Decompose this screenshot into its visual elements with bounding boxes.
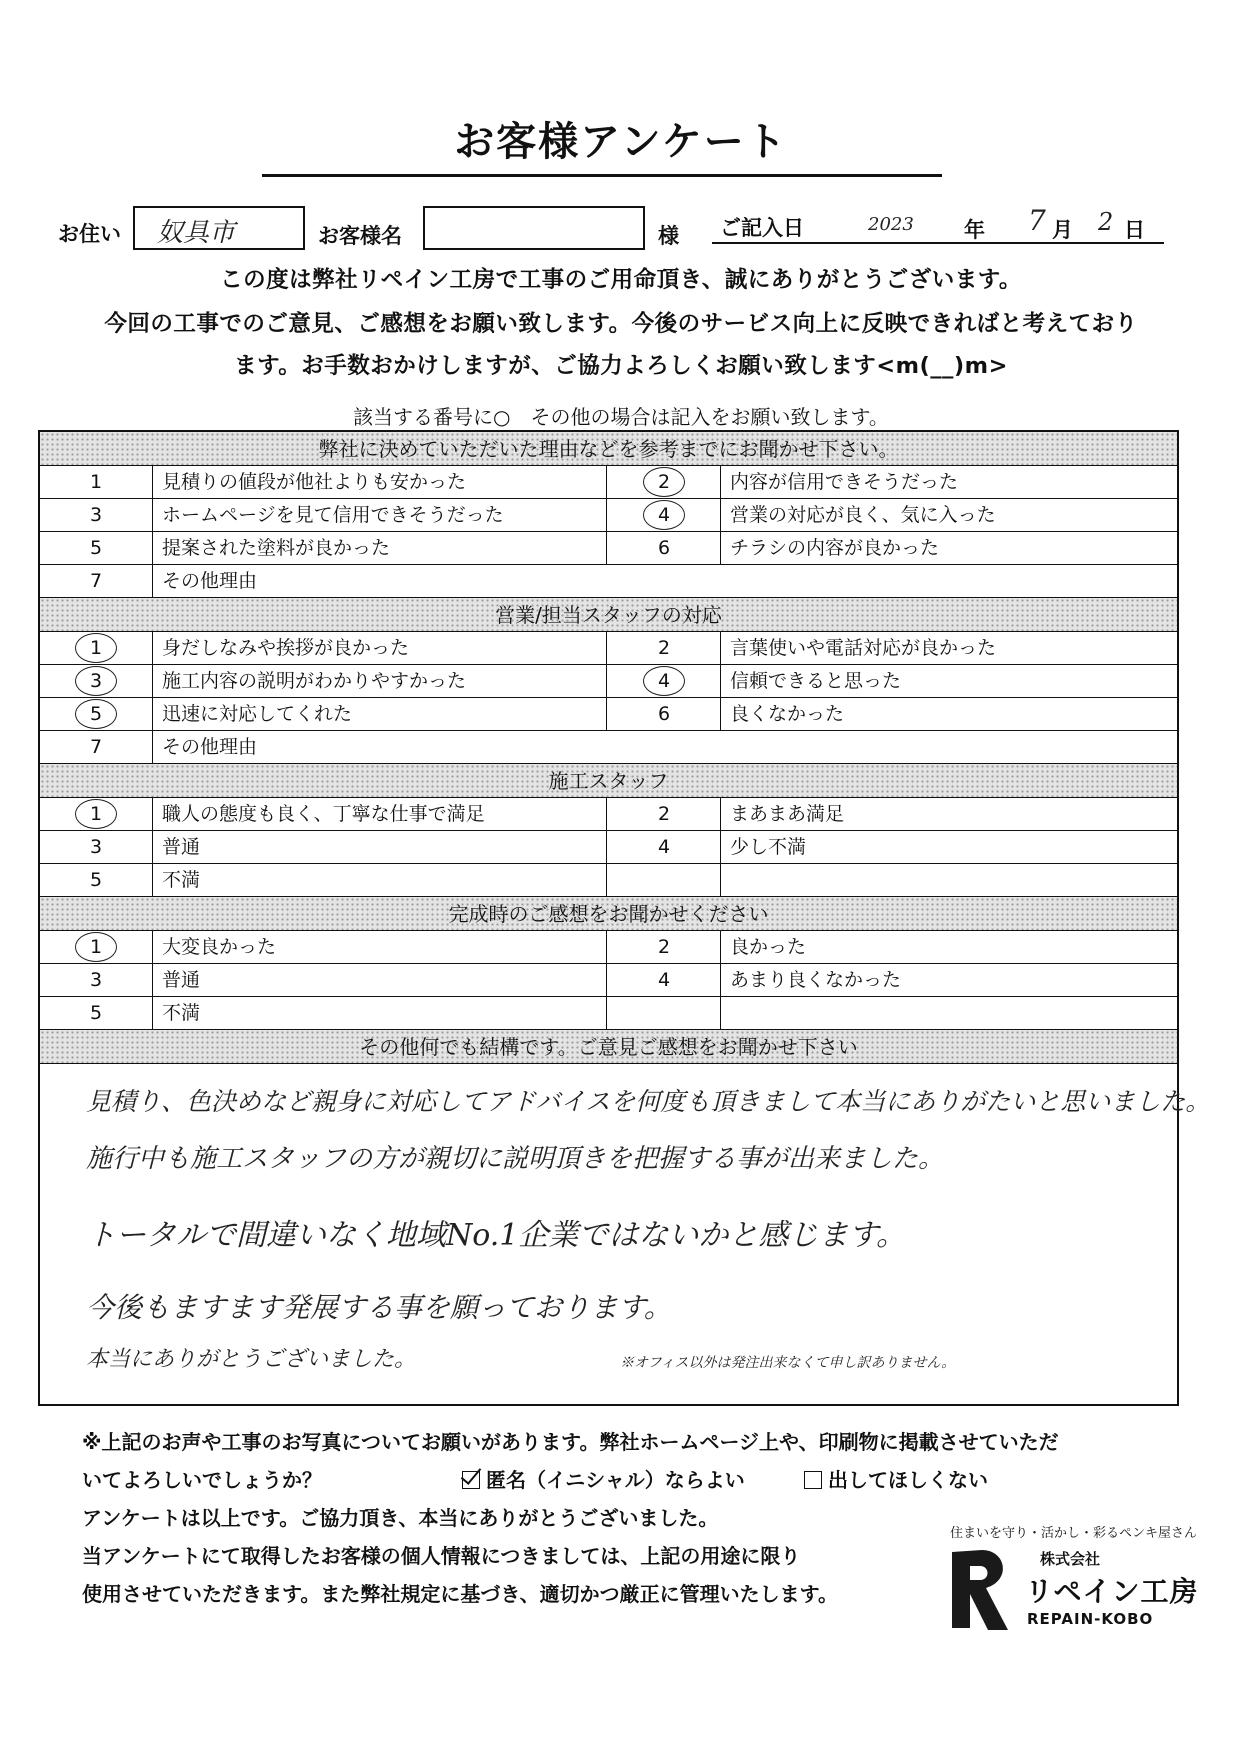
- option-number[interactable]: 5: [89, 537, 103, 559]
- footer-request-line-1: ※上記のお声や工事のお写真についてお願いがあります。弊社ホームページ上や、印刷物に掲載させていただ: [82, 1430, 1059, 1454]
- option-label[interactable]: チラシの内容が良かった: [730, 537, 940, 559]
- option-label[interactable]: 少し不満: [730, 836, 807, 858]
- name-value: [425, 208, 643, 214]
- option-row: [40, 532, 1177, 565]
- cell-divider: [152, 499, 153, 531]
- name-field[interactable]: [423, 206, 645, 250]
- name-label: お客様名: [318, 224, 402, 248]
- intro-line-2: 今回の工事でのご意見、ご感想をお願い致します。今後のサービス向上に反映できればと考えており: [104, 311, 1138, 337]
- cell-divider: [720, 665, 721, 697]
- option-row: [40, 632, 1177, 665]
- footer-thanks: アンケートは以上です。ご協力頂き、本当にありがとうございました。: [82, 1506, 719, 1530]
- option-number[interactable]: [608, 864, 720, 896]
- option-row: [40, 499, 1177, 532]
- cell-divider: [152, 864, 153, 896]
- comment-line-2: 施行中も施工スタッフの方が親切に説明頂きを把握する事が出来ました。: [86, 1144, 945, 1174]
- option-row: [40, 565, 1177, 598]
- cell-divider: [152, 997, 153, 1029]
- cell-divider: [152, 665, 153, 697]
- option-row: [40, 931, 1177, 964]
- option-label[interactable]: 営業の対応が良く、気に入った: [730, 504, 996, 526]
- date-label: ご記入日: [720, 216, 804, 240]
- comment-line-4: 今後もますます発展する事を願っております。: [86, 1291, 672, 1324]
- logo-tagline: 住まいを守り・活かし・彩るペンキ屋さん: [950, 1526, 1198, 1541]
- cell-divider: [152, 532, 153, 564]
- selected-circle-mark: 1: [75, 633, 117, 663]
- option-row: [40, 997, 1177, 1030]
- selected-circle-mark: 2: [643, 467, 685, 497]
- cell-divider: [720, 864, 721, 896]
- address-label: お住い: [58, 222, 121, 246]
- cell-divider: [152, 698, 153, 730]
- checkbox-empty-icon[interactable]: [804, 1471, 822, 1489]
- address-value: 奴具市: [157, 218, 236, 248]
- option-label[interactable]: まあまあ満足: [730, 803, 845, 825]
- option-label[interactable]: 良くなかった: [730, 703, 845, 725]
- cell-divider: [152, 964, 153, 996]
- option-label[interactable]: あまり良くなかった: [730, 969, 902, 991]
- cell-divider: [606, 831, 607, 863]
- cell-divider: [606, 964, 607, 996]
- option-row: [40, 798, 1177, 831]
- logo-company-type: 株式会社: [1040, 1550, 1101, 1568]
- intro-line-1: この度は弊社リペイン工房で工事のご用命頂き、誠にありがとうございます。: [220, 267, 1022, 293]
- option-number[interactable]: [608, 665, 720, 697]
- option-number[interactable]: 1: [89, 471, 103, 493]
- footer-privacy-line-1: 当アンケートにて取得したお客様の個人情報につきましては、上記の用途に限り: [82, 1544, 801, 1568]
- section-heading: 施工スタッフ: [40, 764, 1177, 798]
- day-label: 日: [1124, 218, 1145, 242]
- comment-line-1: 見積り、色決めなど親身に対応してアドバイスを何度も頂きまして本当にありがたいと思いました。: [86, 1087, 1211, 1116]
- comments-area[interactable]: [40, 1064, 1211, 1400]
- checkbox-checked-icon[interactable]: [462, 1471, 480, 1489]
- option-number[interactable]: [40, 632, 152, 664]
- cell-divider: [152, 632, 153, 664]
- option-label[interactable]: 身だしなみや挨拶が良かった: [162, 637, 410, 659]
- title-underline: [262, 174, 942, 177]
- year-label: 年: [964, 218, 985, 242]
- cell-divider: [720, 931, 721, 963]
- cell-divider: [606, 931, 607, 963]
- selected-circle-mark: 4: [643, 666, 685, 696]
- option-number[interactable]: [608, 466, 720, 498]
- option-label[interactable]: 信頼できると思った: [730, 670, 902, 692]
- option-number[interactable]: 5: [89, 1002, 103, 1024]
- honorific-label: 様: [658, 224, 679, 248]
- comment-aside: ※オフィス以外は発注出来なくて申し訳ありません。: [620, 1355, 956, 1371]
- cell-divider: [606, 499, 607, 531]
- option-row: [40, 698, 1177, 731]
- option-number[interactable]: 2: [657, 936, 671, 958]
- option-number[interactable]: 4: [657, 969, 671, 991]
- cell-divider: [606, 632, 607, 664]
- cell-divider: [720, 831, 721, 863]
- option-label[interactable]: 普通: [162, 969, 201, 991]
- logo-name-en: REPAIN-KOBO: [1027, 1610, 1154, 1628]
- footer-request-line-2: いてよろしいでしょうか？: [82, 1468, 322, 1492]
- option-number[interactable]: 6: [657, 537, 671, 559]
- option-label[interactable]: 見積りの値段が他社よりも安かった: [162, 471, 467, 493]
- option-no-label: 出してほしくない: [828, 1468, 988, 1492]
- option-number[interactable]: [40, 665, 152, 697]
- option-label[interactable]: その他理由: [162, 570, 258, 592]
- cell-divider: [152, 798, 153, 830]
- instruction-note: 該当する番号に○ その他の場合は記入をお願い致します。: [353, 405, 889, 429]
- option-anonymous[interactable]: [456, 1464, 745, 1493]
- option-label[interactable]: 施工内容の説明がわかりやすかった: [162, 670, 467, 692]
- option-number[interactable]: [608, 499, 720, 531]
- cell-divider: [720, 798, 721, 830]
- intro-line-3: ます。お手数おかけしますが、ご協力よろしくお願い致します<m(__)m>: [234, 353, 1008, 379]
- month-label: 月: [1052, 218, 1073, 242]
- option-row: [40, 831, 1177, 864]
- option-label[interactable]: ホームページを見て信用できそうだった: [162, 504, 504, 526]
- cell-divider: [606, 466, 607, 498]
- page-title: お客様アンケート: [454, 119, 788, 165]
- option-label[interactable]: 提案された塗料が良かった: [162, 537, 391, 559]
- cell-divider: [606, 997, 607, 1029]
- option-number[interactable]: 3: [89, 836, 103, 858]
- cell-divider: [720, 466, 721, 498]
- survey-table: [38, 430, 1211, 1406]
- cell-divider: [152, 831, 153, 863]
- month-value: 7: [1028, 204, 1046, 237]
- cell-divider: [720, 532, 721, 564]
- option-number[interactable]: [40, 931, 152, 963]
- cell-divider: [152, 565, 153, 597]
- option-label[interactable]: 不満: [162, 869, 201, 891]
- option-label[interactable]: 不満: [162, 1002, 201, 1024]
- option-number[interactable]: 4: [657, 836, 671, 858]
- cell-divider: [606, 698, 607, 730]
- cell-divider: [606, 798, 607, 830]
- option-row: [40, 731, 1177, 764]
- option-number[interactable]: 2: [657, 803, 671, 825]
- comment-line-3: トータルで間違いなく地域No.1企業ではないかと感じます。: [86, 1218, 907, 1253]
- option-number[interactable]: 3: [89, 504, 103, 526]
- option-label[interactable]: その他理由: [162, 736, 258, 758]
- logo-name: リペイン工房: [1025, 1575, 1199, 1608]
- selected-circle-mark: 1: [75, 799, 117, 829]
- option-number[interactable]: 5: [89, 869, 103, 891]
- footer-privacy-line-2: 使用させていただきます。また弊社規定に基づき、適切かつ厳正に管理いたします。: [82, 1582, 838, 1606]
- option-row: [40, 665, 1177, 698]
- option-number[interactable]: 2: [657, 637, 671, 659]
- option-label[interactable]: 普通: [162, 836, 201, 858]
- option-number[interactable]: [608, 997, 720, 1029]
- option-label[interactable]: [722, 997, 1185, 1029]
- cell-divider: [152, 466, 153, 498]
- option-row: [40, 466, 1177, 499]
- cell-divider: [152, 731, 153, 763]
- option-number[interactable]: [40, 798, 152, 830]
- selected-circle-mark: 3: [75, 666, 117, 696]
- cell-divider: [720, 698, 721, 730]
- year-value: 2023: [868, 214, 914, 235]
- option-number[interactable]: 7: [89, 736, 103, 758]
- logo-r-icon: [942, 1540, 1022, 1636]
- option-label[interactable]: 言葉使いや電話対応が良かった: [730, 637, 997, 659]
- cell-divider: [606, 532, 607, 564]
- day-value: 2: [1098, 208, 1114, 236]
- option-row: [40, 964, 1177, 997]
- comment-line-5: 本当にありがとうございました。: [86, 1347, 417, 1372]
- option-label[interactable]: [722, 864, 1185, 896]
- section-heading: 営業/担当スタッフの対応: [40, 598, 1177, 632]
- cell-divider: [152, 931, 153, 963]
- comments-heading: その他何でも結構です。ご意見ご感想をお聞かせ下さい: [40, 1030, 1177, 1064]
- option-label[interactable]: 職人の態度も良く、丁寧な仕事で満足: [162, 803, 485, 825]
- selected-circle-mark: 1: [75, 932, 117, 962]
- address-field[interactable]: [133, 206, 305, 250]
- option-label[interactable]: 迅速に対応してくれた: [162, 703, 353, 725]
- section-heading: 弊社に決めていただいた理由などを参考までにお聞かせ下さい。: [40, 432, 1177, 466]
- cell-divider: [720, 997, 721, 1029]
- option-number[interactable]: 7: [89, 570, 103, 592]
- selected-circle-mark: 5: [75, 699, 117, 729]
- cell-divider: [606, 665, 607, 697]
- cell-divider: [720, 632, 721, 664]
- section-heading: 完成時のご感想をお聞かせください: [40, 897, 1177, 931]
- cell-divider: [606, 864, 607, 896]
- date-underline: [712, 242, 1164, 244]
- selected-circle-mark: 4: [643, 500, 685, 530]
- option-number[interactable]: 6: [657, 703, 671, 725]
- option-label[interactable]: 大変良かった: [162, 936, 277, 958]
- option-row: [40, 864, 1177, 897]
- option-label[interactable]: 内容が信用できそうだった: [730, 471, 959, 493]
- option-anonymous-label: 匿名（イニシャル）ならよい: [486, 1468, 745, 1492]
- option-number[interactable]: [40, 698, 152, 730]
- cell-divider: [720, 964, 721, 996]
- option-number[interactable]: 3: [89, 969, 103, 991]
- cell-divider: [720, 499, 721, 531]
- option-label[interactable]: 良かった: [730, 936, 807, 958]
- option-no[interactable]: [798, 1464, 988, 1493]
